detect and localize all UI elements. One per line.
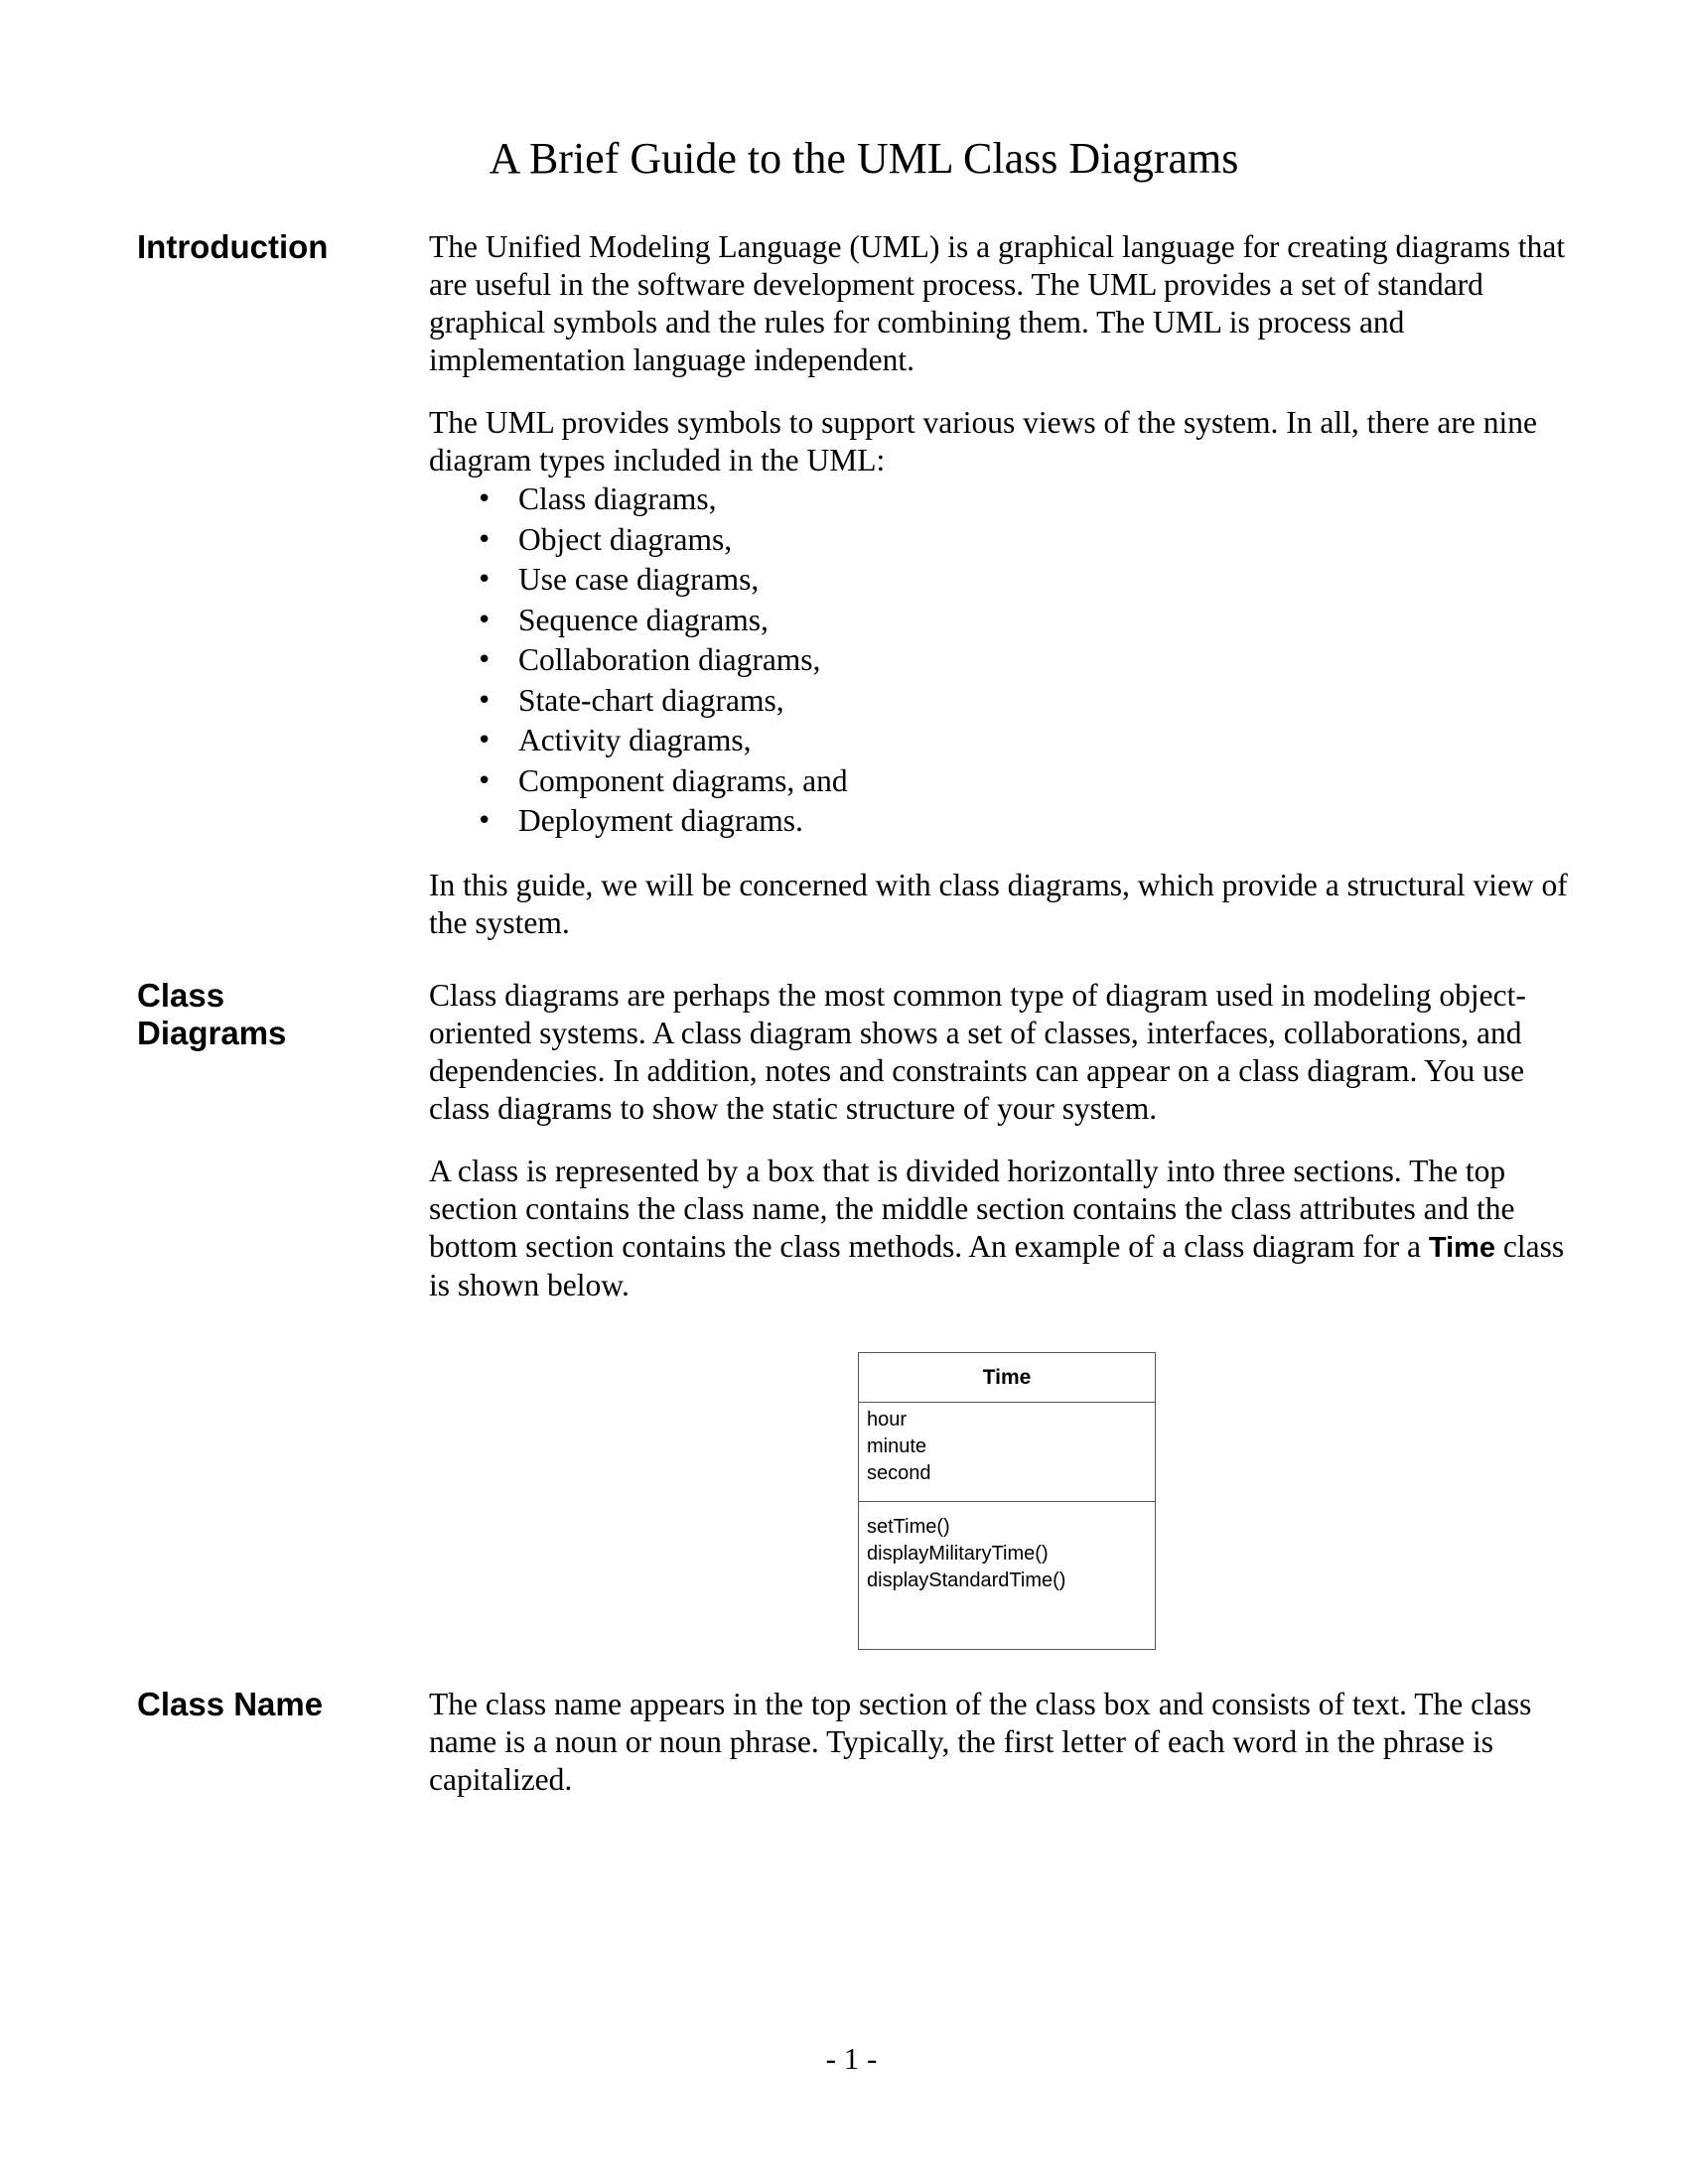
introduction-body: [429, 228, 1581, 942]
uml-method: displayMilitaryTime(): [867, 1543, 1049, 1565]
list-item: • Sequence diagrams,: [429, 601, 1581, 641]
class-name-paragraph-1: The class name appears in the top section of the class box and consists of text. The class name is a noun or noun phrase. Typically, the first letter of each word in the phrase is capitalized.: [429, 1687, 1532, 1797]
uml-attribute: second: [867, 1462, 931, 1484]
heading-class-name: Class Name: [137, 1686, 324, 1722]
list-item: • Object diagrams,: [429, 520, 1581, 561]
page-title: A Brief Guide to the UML Class Diagrams: [489, 134, 1239, 183]
list-item: • State-chart diagrams,: [429, 681, 1581, 722]
list-item: • Collaboration diagrams,: [429, 640, 1581, 681]
time-class-term: Time: [1428, 1232, 1496, 1264]
heading-introduction: Introduction: [137, 228, 329, 265]
uml-method: setTime(): [867, 1516, 950, 1538]
heading-class-diagrams-line-2: Diagrams: [137, 1015, 287, 1051]
uml-class-name: Time: [859, 1353, 1155, 1403]
list-item: • Class diagrams,: [429, 479, 1581, 520]
heading-class-diagrams: [137, 977, 395, 1052]
uml-methods-section: [859, 1502, 1155, 1606]
uml-attribute: hour: [867, 1409, 908, 1431]
uml-attribute: minute: [867, 1435, 927, 1457]
class-diagrams-paragraph-2: [429, 1153, 1581, 1304]
introduction-paragraph-2: The UML provides symbols to support various views of the system. In all, there are nine diagram types included in the UML:: [429, 405, 1537, 478]
list-item: • Use case diagrams,: [429, 560, 1581, 601]
list-item: • Activity diagrams,: [429, 721, 1581, 761]
page-number: - 1 -: [825, 2041, 878, 2076]
list-item: • Component diagrams, and: [429, 761, 1581, 802]
introduction-paragraph-1: The Unified Modeling Language (UML) is a graphical language for creating diagrams that are useful in the software development process. The UML provides a set of standard graphical symbols and the rules for combining them. The UML is process and implementation language independent.: [429, 229, 1566, 377]
list-item: • Deployment diagrams.: [429, 801, 1581, 842]
class-name-body: [429, 1686, 1581, 1799]
introduction-paragraph-3: In this guide, we will be concerned with class diagrams, which provide a structural view of the system.: [429, 867, 1568, 940]
class-diagrams-body: [429, 977, 1581, 1304]
uml-attributes-section: [859, 1403, 1155, 1502]
uml-method: displayStandardTime(): [867, 1570, 1066, 1591]
heading-class-diagrams-line-1: Class: [137, 977, 225, 1014]
class-diagrams-paragraph-2-end: class is shown below.: [429, 1229, 1565, 1302]
class-diagrams-paragraph-1: Class diagrams are perhaps the most common type of diagram used in modeling object-oriented systems. A class diagram shows a set of classes, interfaces, collaborations, and dependencies. In addition, notes and constraints can appear on a class diagram. You use class diagrams to show the static structure of your system.: [429, 978, 1526, 1126]
diagram-types-list: [429, 479, 1581, 842]
class-diagrams-paragraph-2-text: A class is represented by a box that is divided horizontally into three sections. The top section contains the class name, the middle section contains the class attributes and the bottom section contains the class methods. An example of a class diagram for a: [429, 1154, 1515, 1264]
uml-class-box: [858, 1352, 1156, 1650]
